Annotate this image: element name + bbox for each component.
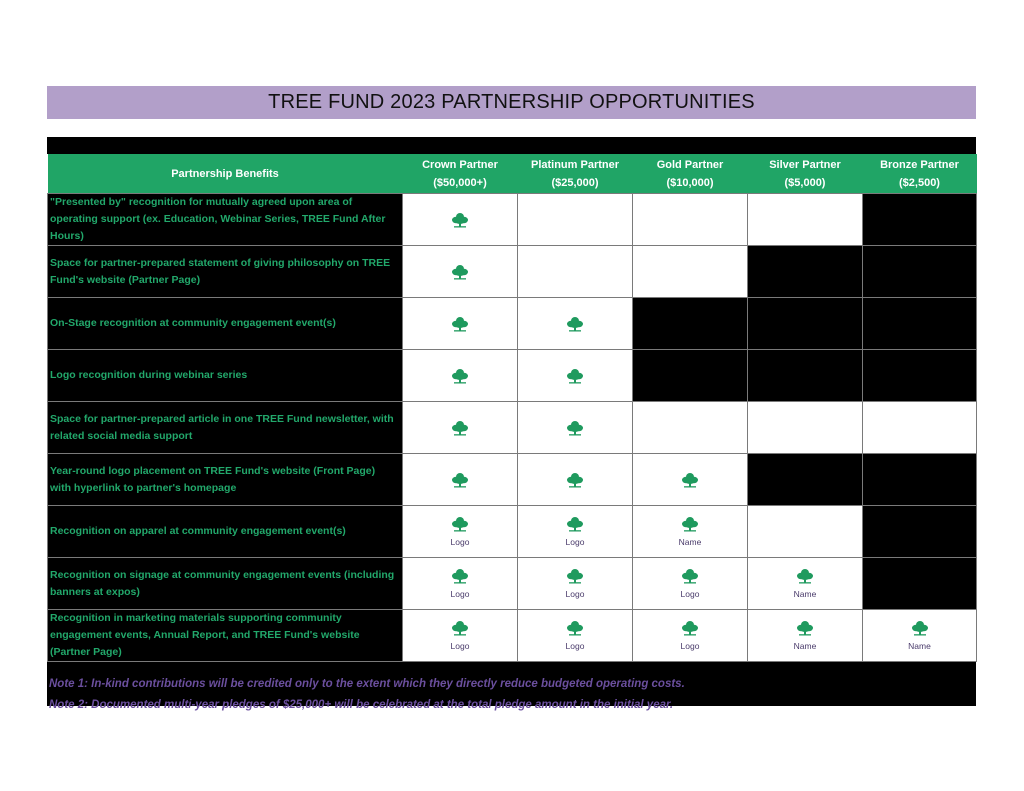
benefit-cell: "Presented by" recognition for mutually agreed upon area of operating support (ex. Education, Webinar Series, TREE Fund After Hours) [48, 194, 403, 246]
tree-icon [451, 472, 469, 488]
tree-icon [566, 516, 584, 532]
tier-name: Crown Partner [422, 158, 498, 171]
tier-cell-platinum [518, 506, 633, 558]
recognition-type-label: Name [793, 589, 817, 599]
tree-icon [451, 368, 469, 384]
benefit-cell: Recognition in marketing materials supporting community engagement events, Annual Report, and TREE Fund's website (Partner Page) [48, 610, 403, 662]
page-title: TREE FUND 2023 PARTNERSHIP OPPORTUNITIES [47, 86, 976, 119]
recognition-type-label: Name [908, 641, 931, 651]
tier-cell-gold [633, 402, 748, 454]
cell-content [518, 454, 632, 505]
tier-cell-bronze [863, 454, 977, 506]
tier-cell-gold [633, 194, 748, 246]
tier-cell-crown [403, 454, 518, 506]
tree-icon [681, 516, 699, 532]
recognition-type-label: Logo [450, 589, 470, 599]
cell-content [403, 610, 517, 661]
tree-icon [566, 368, 584, 384]
tier-name: Bronze Partner [880, 158, 959, 171]
cell-content [748, 610, 862, 661]
partnership-table [47, 154, 977, 662]
table-row [48, 610, 977, 662]
tree-icon [796, 568, 814, 584]
tier-cell-bronze [863, 246, 977, 298]
tier-amount: ($50,000+) [433, 176, 487, 189]
cell-content [518, 558, 632, 609]
cell-content [403, 246, 517, 297]
tree-icon [451, 516, 469, 532]
tree-icon [451, 212, 469, 228]
tier-cell-crown [403, 402, 518, 454]
tier-cell-bronze [863, 558, 977, 610]
tier-cell-bronze [863, 506, 977, 558]
tier-cell-gold [633, 506, 748, 558]
cell-content [863, 610, 976, 661]
benefit-cell: Space for partner-prepared statement of giving philosophy on TREE Fund's website (Partner Page) [48, 246, 403, 298]
tier-cell-silver [748, 506, 863, 558]
recognition-type-label: Logo [680, 641, 700, 651]
spacer-white [47, 119, 976, 137]
tier-cell-crown [403, 610, 518, 662]
cell-content [403, 298, 517, 349]
tier-cell-platinum [518, 298, 633, 350]
tier-cell-silver [748, 402, 863, 454]
tier-cell-silver [748, 454, 863, 506]
header-tier-crown [403, 154, 518, 194]
tier-name: Platinum Partner [530, 158, 620, 171]
header-tier-silver [748, 154, 863, 194]
benefit-cell: On-Stage recognition at community engagement event(s) [48, 298, 403, 350]
spacer-black [47, 137, 976, 154]
tree-icon [451, 316, 469, 332]
notes-section [47, 662, 976, 711]
tier-cell-gold [633, 298, 748, 350]
table-row [48, 506, 977, 558]
header-tier-bronze [863, 154, 977, 194]
tier-cell-platinum [518, 246, 633, 298]
recognition-type-label: Name [793, 641, 817, 651]
tier-name: Silver Partner [769, 158, 841, 171]
tier-cell-bronze [863, 610, 977, 662]
tree-icon [451, 420, 469, 436]
recognition-type-label: Logo [565, 589, 585, 599]
header-tier-gold [633, 154, 748, 194]
cell-content [403, 194, 517, 245]
tier-cell-bronze [863, 298, 977, 350]
tier-cell-platinum [518, 558, 633, 610]
note-2: Note 2: Documented multi-year pledges of $25,000+ will be celebrated at the total pledge amount in the initial year. [49, 699, 674, 711]
recognition-type-label: Logo [450, 537, 470, 547]
tier-cell-crown [403, 558, 518, 610]
cell-content [633, 558, 747, 609]
tier-cell-silver [748, 350, 863, 402]
tier-cell-bronze [863, 194, 977, 246]
table-header-row [48, 154, 977, 194]
cell-content [403, 506, 517, 557]
benefit-cell: Year-round logo placement on TREE Fund's website (Front Page) with hyperlink to partner's homepage [48, 454, 403, 506]
tier-cell-bronze [863, 402, 977, 454]
recognition-type-label: Logo [450, 641, 470, 651]
table-row [48, 558, 977, 610]
tier-cell-crown [403, 506, 518, 558]
tier-cell-gold [633, 610, 748, 662]
tree-icon [451, 620, 469, 636]
tier-cell-crown [403, 350, 518, 402]
cell-content [518, 402, 632, 453]
recognition-type-label: Logo [565, 641, 585, 651]
tree-icon [566, 568, 584, 584]
table-body [48, 194, 977, 662]
recognition-type-label: Logo [565, 537, 585, 547]
tier-cell-silver [748, 558, 863, 610]
cell-content [403, 402, 517, 453]
cell-content [518, 350, 632, 401]
tier-cell-silver [748, 298, 863, 350]
header-tier-platinum [518, 154, 633, 194]
partnership-sheet [47, 86, 976, 711]
cell-content [518, 298, 632, 349]
tier-cell-silver [748, 246, 863, 298]
tier-cell-crown [403, 246, 518, 298]
table-row [48, 246, 977, 298]
header-benefits: Partnership Benefits [48, 154, 403, 194]
tier-cell-platinum [518, 454, 633, 506]
tier-cell-gold [633, 558, 748, 610]
tree-icon [681, 472, 699, 488]
recognition-type-label: Logo [680, 589, 700, 599]
recognition-type-label: Name [678, 537, 702, 547]
tier-amount: ($10,000) [666, 176, 714, 189]
tree-icon [566, 620, 584, 636]
tree-icon [566, 316, 584, 332]
tier-amount: ($2,500) [899, 176, 940, 189]
tier-cell-platinum [518, 350, 633, 402]
tree-icon [681, 620, 699, 636]
table-row [48, 298, 977, 350]
tree-icon [681, 568, 699, 584]
tier-cell-platinum [518, 194, 633, 246]
tier-cell-platinum [518, 610, 633, 662]
cell-content [633, 454, 747, 505]
tree-icon [451, 568, 469, 584]
benefit-cell: Logo recognition during webinar series [48, 350, 403, 402]
tree-icon [911, 620, 929, 636]
tier-cell-crown [403, 194, 518, 246]
tier-cell-gold [633, 350, 748, 402]
tree-icon [796, 620, 814, 636]
tier-cell-silver [748, 194, 863, 246]
tier-cell-silver [748, 610, 863, 662]
cell-content [403, 350, 517, 401]
tree-icon [566, 420, 584, 436]
note-1: Note 1: In-kind contributions will be credited only to the extent which they directly reduce budgeted operating costs. [49, 678, 685, 690]
cell-content [748, 558, 862, 609]
benefit-cell: Recognition on apparel at community engagement event(s) [48, 506, 403, 558]
table-row [48, 402, 977, 454]
cell-content [403, 454, 517, 505]
cell-content [518, 506, 632, 557]
benefit-cell: Recognition on signage at community engagement events (including banners at expos) [48, 558, 403, 610]
tier-name: Gold Partner [656, 158, 724, 171]
table-row [48, 350, 977, 402]
tier-cell-gold [633, 246, 748, 298]
benefit-cell: Space for partner-prepared article in one TREE Fund newsletter, with related social media support [48, 402, 403, 454]
tier-cell-crown [403, 298, 518, 350]
table-row [48, 454, 977, 506]
tree-icon [566, 472, 584, 488]
tier-amount: ($25,000) [551, 176, 599, 189]
table-row [48, 194, 977, 246]
tier-cell-platinum [518, 402, 633, 454]
cell-content [633, 506, 747, 557]
tier-amount: ($5,000) [784, 176, 826, 189]
cell-content [403, 558, 517, 609]
tier-cell-gold [633, 454, 748, 506]
tier-cell-bronze [863, 350, 977, 402]
tree-icon [451, 264, 469, 280]
cell-content [518, 610, 632, 661]
cell-content [633, 610, 747, 661]
